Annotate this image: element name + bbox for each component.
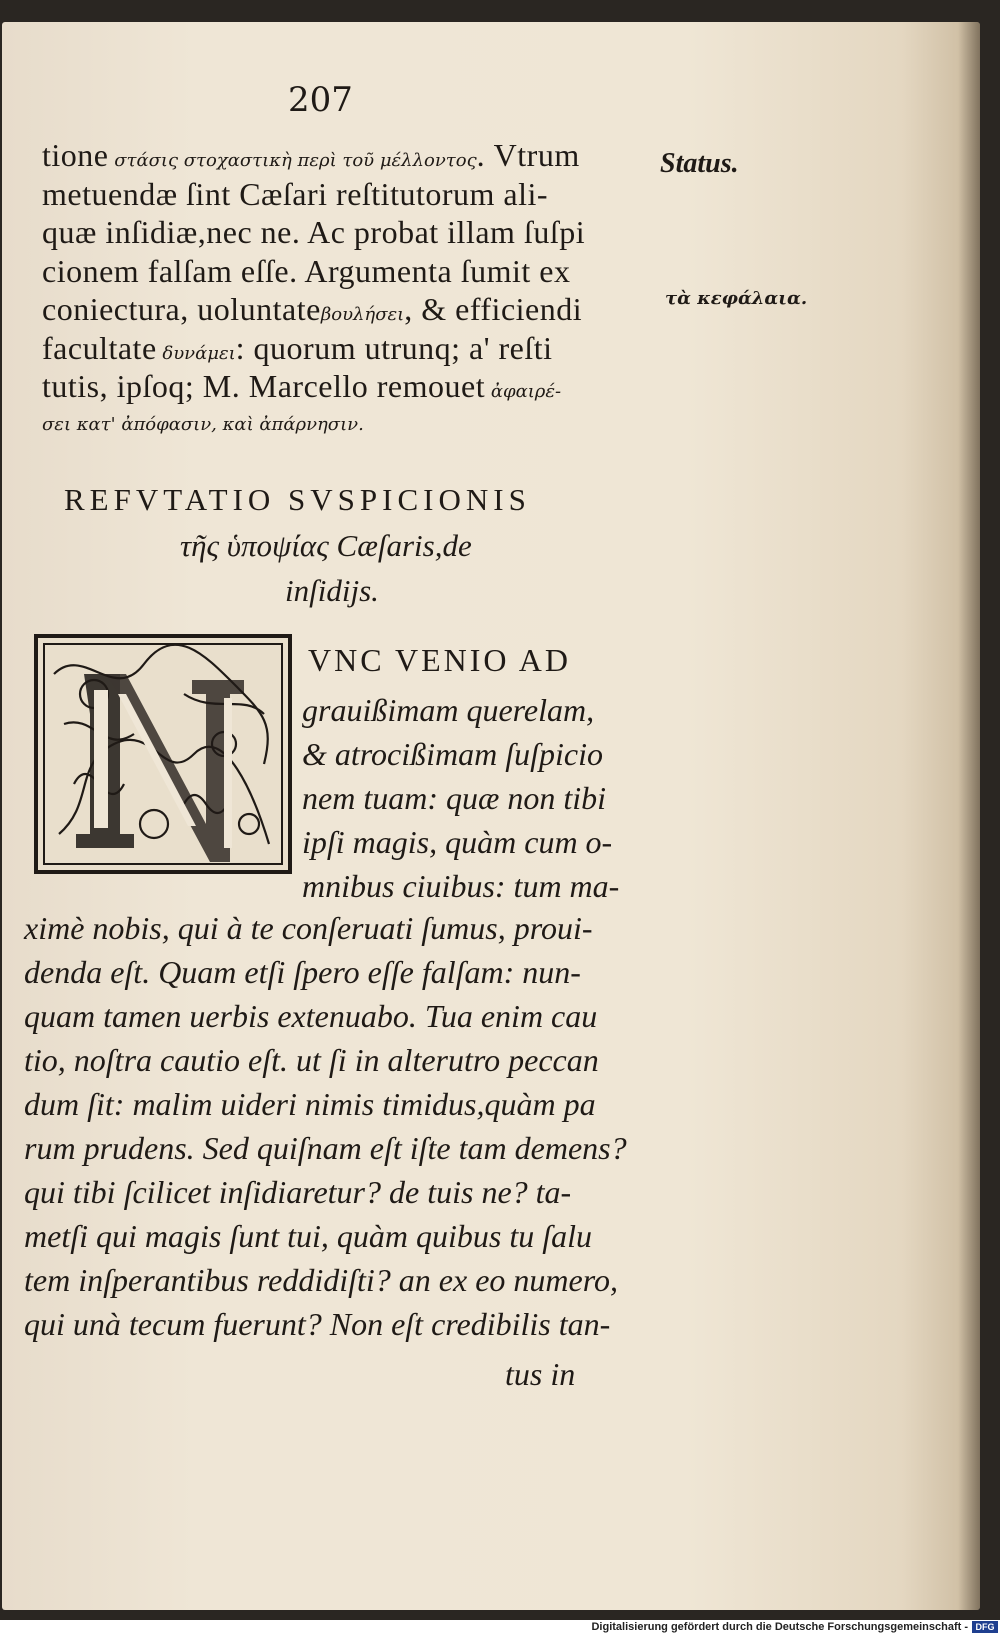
latin-text: cionem falſam eſſe. Argumenta ſumit ex — [42, 252, 571, 289]
body-paragraph — [24, 906, 627, 1346]
indented-paragraph — [302, 688, 619, 908]
body-line: ximè nobis, qui à te conſeruati ſumus, proui- — [24, 910, 593, 946]
body-line: & atrocißimam ſuſpicio — [302, 736, 604, 772]
body-line: dum ſit: malim uideri nimis timidus,quàm pa — [24, 1086, 596, 1122]
summary-line — [42, 290, 585, 329]
body-line: nem tuam: quæ non tibi — [302, 780, 606, 816]
latin-text: . Vtrum — [476, 137, 580, 173]
greek-text: βουλήσει — [320, 304, 405, 325]
margin-note-status: Status. — [660, 148, 739, 179]
summary-line — [42, 175, 585, 214]
initial-line-capitals: VNC VENIO AD — [308, 642, 571, 678]
latin-text: tutis, ipſoq; M. Marcello remouet — [42, 368, 486, 404]
latin-text: , & efficiendi — [404, 291, 583, 327]
dfg-logo: DFG — [972, 1621, 998, 1633]
summary-line — [42, 367, 585, 406]
latin-text: : quorum utrunq; a' reſti — [235, 329, 553, 366]
body-line: metſi qui magis ſunt tui, quàm quibus tu ſalu — [24, 1218, 593, 1254]
greek-text: δυνάμει — [156, 342, 236, 364]
summary-line — [42, 213, 585, 252]
body-line: quam tamen uerbis extenuabo. Tua enim cau — [24, 998, 598, 1034]
latin-text: coniectura, uoluntate — [42, 291, 321, 327]
summary-line — [42, 136, 585, 175]
greek-text: σει κατ' ἀπόφασιν, καὶ ἀπάρνησιν. — [42, 413, 364, 435]
body-line: grauißimam querelam, — [302, 692, 595, 728]
section-heading: REFVTATIO SVSPICIONIS — [64, 482, 531, 517]
latin-text: facultate — [42, 329, 157, 366]
body-line: mnibus ciuibus: tum ma- — [302, 868, 620, 904]
section-subheading-2: inſidijs. — [285, 573, 379, 608]
margin-note-greek: τὰ κεφάλαια. — [665, 288, 808, 309]
body-line: tio, noſtra cautio eſt. ut ſi in alterutro peccan — [24, 1042, 599, 1078]
latin-text: tione — [42, 137, 109, 173]
catchword: tus in — [505, 1356, 576, 1392]
body-line: ipſi magis, quàm cum o- — [302, 824, 613, 860]
section-subheading: τῆς ὑποψίας Cæſaris,de — [180, 528, 472, 563]
summary-line — [42, 252, 585, 291]
body-line: rum prudens. Sed quiſnam eſt iſte tam demens? — [24, 1130, 627, 1166]
summary-line — [42, 406, 585, 445]
summary-line — [42, 329, 585, 368]
page-gutter-shadow — [958, 22, 980, 1610]
greek-text: στάσις στοχαστικὴ περὶ τοῦ μέλλοντος — [108, 150, 477, 171]
greek-text: ἀφαιρέ- — [485, 381, 562, 402]
decorated-initial-n — [34, 634, 292, 874]
page-number: 207 — [288, 80, 353, 120]
body-line: qui tibi ſcilicet inſidiaretur? de tuis ne? ta- — [24, 1174, 572, 1210]
body-line: denda eſt. Quam etſi ſpero eſſe falſam: nun- — [24, 954, 581, 990]
body-line: tem inſperantibus reddidiſti? an ex eo numero, — [24, 1262, 618, 1298]
body-line: qui unà tecum fuerunt? Non eſt credibilis tan- — [24, 1306, 611, 1342]
summary-paragraph — [42, 136, 585, 444]
latin-text: quæ inſidiæ,nec ne. Ac probat illam ſuſpi — [42, 214, 586, 250]
digitization-credit: Digitalisierung gefördert durch die Deutsche Forschungsgemeinschaft - — [591, 1621, 968, 1633]
latin-text: metuendæ ſint Cæſari reſtitutorum ali- — [42, 175, 549, 212]
